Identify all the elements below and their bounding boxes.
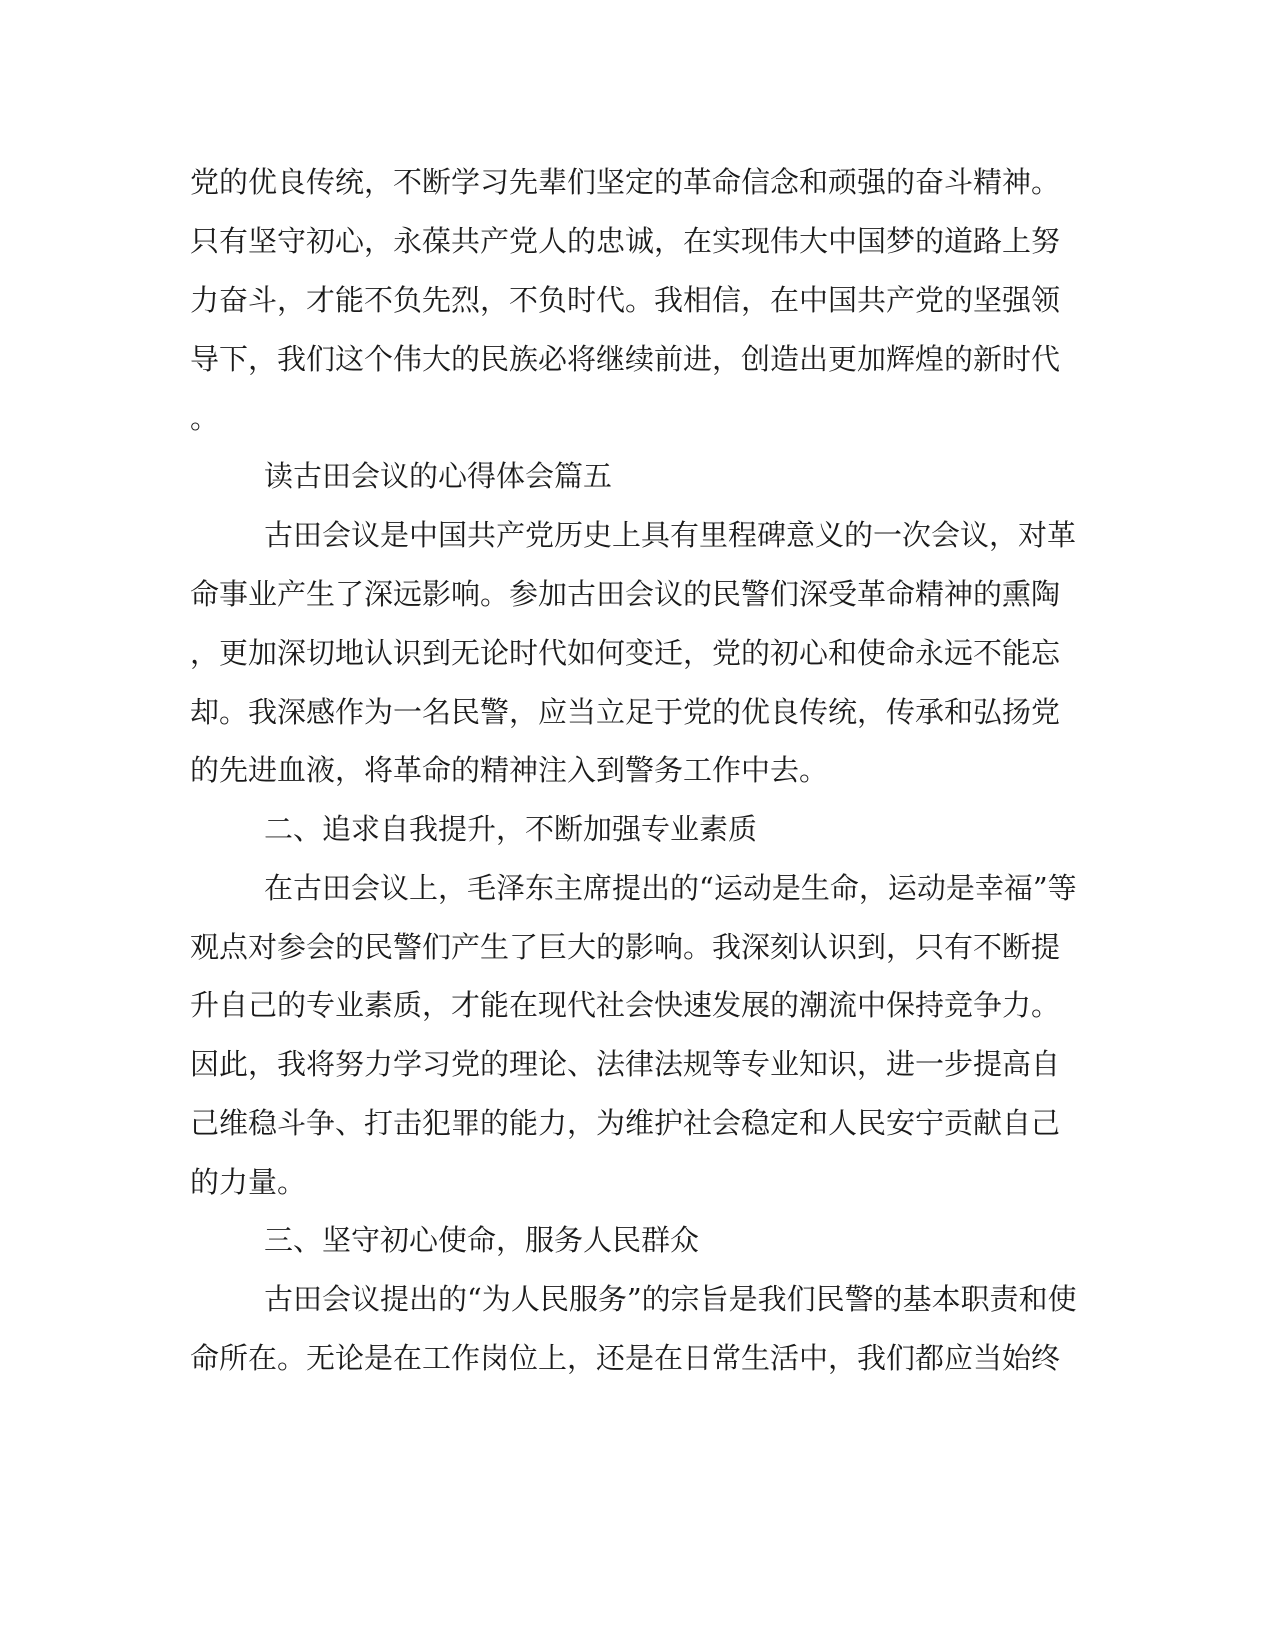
text-line: 古田会议是中国共产党历史上具有里程碑意义的一次会议，对革 <box>264 518 1077 552</box>
text-line: 只有坚守初心，永葆共产党人的忠诚，在实现伟大中国梦的道路上努 <box>190 224 1061 258</box>
text-line: 古田会议提出的“为人民服务”的宗旨是我们民警的基本职责和使 <box>264 1282 1077 1316</box>
section-heading: 二、追求自我提升，不断加强专业素质 <box>264 812 758 846</box>
text-line: 观点对参会的民警们产生了巨大的影响。我深刻认识到，只有不断提 <box>190 930 1061 964</box>
text-line: 党的优良传统，不断学习先辈们坚定的革命信念和顽强的奋斗精神。 <box>190 165 1061 199</box>
text-line: 命所在。无论是在工作岗位上，还是在日常生活中，我们都应当始终 <box>190 1341 1061 1375</box>
text-line: 。 <box>190 401 220 435</box>
text-line: 却。我深感作为一名民警，应当立足于党的优良传统，传承和弘扬党 <box>190 695 1061 729</box>
text-line: 导下，我们这个伟大的民族必将继续前进，创造出更加辉煌的新时代 <box>190 342 1061 376</box>
text-line: 的力量。 <box>190 1165 307 1199</box>
section-heading: 三、坚守初心使命，服务人民群众 <box>264 1223 700 1257</box>
text-line: 升自己的专业素质，才能在现代社会快速发展的潮流中保持竞争力。 <box>190 988 1061 1022</box>
text-line: 己维稳斗争、打击犯罪的能力，为维护社会稳定和人民安宁贡献自己 <box>190 1106 1061 1140</box>
section-heading: 读古田会议的心得体会篇五 <box>264 459 613 493</box>
text-line: 力奋斗，才能不负先烈，不负时代。我相信，在中国共产党的坚强领 <box>190 283 1061 317</box>
text-line: 在古田会议上，毛泽东主席提出的“运动是生命，运动是幸福”等 <box>264 871 1077 905</box>
text-line: 因此，我将努力学习党的理论、法律法规等专业知识，进一步提高自 <box>190 1047 1061 1081</box>
text-line: 的先进血液，将革命的精神注入到警务工作中去。 <box>190 753 829 787</box>
text-line: ，更加深切地认识到无论时代如何变迁，党的初心和使命永远不能忘 <box>190 636 1061 670</box>
text-line: 命事业产生了深远影响。参加古田会议的民警们深受革命精神的熏陶 <box>190 577 1061 611</box>
